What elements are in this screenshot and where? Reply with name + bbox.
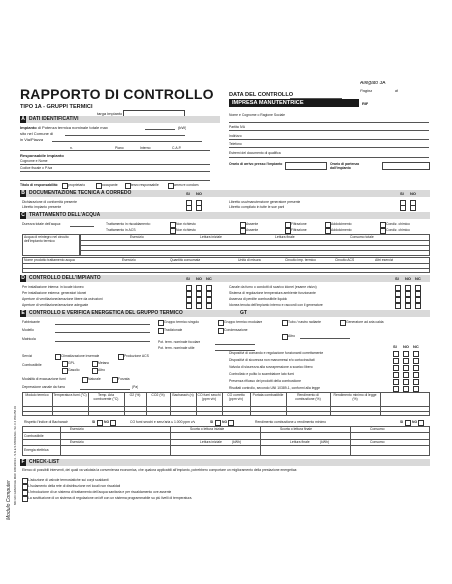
d-nc-header-right: NC [415, 276, 421, 281]
b-no-header: NO [196, 191, 202, 196]
cons-esercizio: Esercizio [70, 427, 84, 431]
b-row-3-no[interactable] [410, 205, 416, 211]
b-si-header-right: SI [400, 191, 404, 196]
durezza-label: Durezza totale dell'acqua: [22, 222, 61, 226]
c-risc-non-richiesto-label: Non richiesto [176, 222, 196, 226]
cons-consumo: Consumo [370, 427, 385, 431]
e-altro2: Altro [98, 368, 105, 372]
impresa-label: IMPRESA MANUTENTRICE [232, 100, 304, 106]
f-row-2: L'isolamento della rete di distribuzione nei locali non riscaldati [28, 484, 121, 488]
e-fabbricante-label: Fabbricante [22, 320, 40, 324]
partita-label: Partita IVA [229, 125, 245, 129]
orario-partenza-label: Orario di partenza dall'impianto [330, 162, 360, 171]
e-metano: Metano [98, 361, 110, 365]
kw-label: (kW) [178, 125, 187, 130]
orario-arrivo-field[interactable] [285, 162, 327, 170]
potenza-text: di Potenza termica nominale totale max [37, 125, 108, 130]
e-condensazione: Condensazione [224, 328, 248, 332]
section-f-title: CHECK-LIST [29, 459, 60, 465]
section-d-header: D CONTROLLO DELL'IMPIANTO [20, 275, 430, 282]
e-no-header: NO [403, 344, 409, 349]
e-acs: Produzione ACS [124, 354, 149, 358]
section-e-title: CONTROLLO E VERIFICA ENERGETICA DEL GRUPPO TERMICO [29, 310, 183, 316]
co-fumi-no: NO [222, 420, 228, 424]
cons-combustibile: Combustibile [24, 434, 44, 438]
section-c-header: C TRATTAMENTO DELL'ACQUA [20, 212, 430, 219]
rispetto-si: SI [92, 420, 96, 424]
e-right-3-no[interactable] [403, 372, 409, 378]
allegato-label: Allegato 3A [360, 81, 386, 86]
e-right-4-nc[interactable] [413, 379, 419, 385]
c-prodotti-altri: Altri esercizi [375, 258, 394, 262]
section-b-header: B DOCUMENTAZIONE TECNICA A CORREDO [20, 190, 430, 197]
orario-partenza-field[interactable] [382, 162, 430, 170]
section-e-header: E CONTROLLO E VERIFICA ENERGETICA DEL GRUPPO TERMICO [20, 310, 430, 317]
e-evacuazione: Modalità di evacuazione fumi [22, 377, 66, 381]
e-gasolio: Gasolio [68, 368, 80, 372]
b-row-1-si[interactable] [186, 205, 192, 211]
orario-arrivo-label: Orario di arrivo presso l'impianto [229, 162, 283, 166]
page-subtitle: TIPO 1A - GRUPPI TERMICI [20, 104, 93, 110]
e-tubo: Tubo / nastro radiante [288, 320, 322, 324]
e-pot-focolare: Pot. term. nominale focolare [158, 340, 201, 344]
section-a-title: DATI IDENTIFICATIVI [29, 116, 79, 122]
c-risc-addolcimento-label: Addolcimento [331, 222, 352, 226]
measurement-header-6: CO fumi secchi (ppm v/v) [197, 393, 221, 402]
side-codes: MN 160 GRAFICHE MAC 18/04/2014 - S.N.E.S.'MODENA • Tel. 0 2 059.258.03 [13, 406, 17, 505]
targa-label: targa impianto [97, 111, 123, 116]
d-right-row-0: Canale da fumo o condotti di scarico idonei (esame visivo) [229, 285, 317, 289]
b-row-3: Libretto compilato in tutte le sue parti [229, 205, 285, 209]
e-pot-utile: Pot. term. nominale utile [158, 346, 195, 350]
c-reintegro-lettura-finale: Lettura finale [275, 235, 295, 239]
d-row-1: Per installazione esterna: generatori idonei [22, 291, 87, 295]
section-c-title: TRATTAMENTO DELL'ACQUA [29, 212, 101, 218]
c-reintegro-esercizio: Esercizio [130, 235, 144, 239]
tratt-risc-label: Trattamento in riscaldamento: [106, 222, 151, 226]
d-row-3-si[interactable] [186, 303, 192, 309]
rif-label: RIF [362, 101, 369, 106]
d-si-header: SI [186, 276, 190, 281]
c-prodotti-unita: Unità di misura [238, 258, 261, 262]
b-si-header: SI [186, 191, 190, 196]
e-matricola-label: Matricola [22, 337, 36, 341]
d-row-3-nc[interactable] [206, 303, 212, 309]
d-nc-header: NC [206, 276, 212, 281]
e-gruppo-modulare: Gruppo termico modulare [224, 320, 263, 324]
e-servizi: Servizi [22, 354, 33, 358]
e-right-3-si[interactable] [393, 372, 399, 378]
cons-kwh-2: (kWh) [320, 440, 330, 444]
side-modulo: Modulo Computer [6, 480, 12, 520]
e-right-1-no[interactable] [403, 358, 409, 364]
e-combustibile: Combustibile [22, 363, 42, 367]
e-right-1-nc[interactable] [413, 358, 419, 364]
c-acs-assente-label: Assente [246, 228, 259, 232]
measurement-header-7: CO corretto (ppm v/v) [227, 393, 245, 402]
c-risc-filtrazione-label: Filtrazione [291, 222, 307, 226]
measurement-header-3: O2 (%) [129, 393, 141, 397]
e-right-2-nc[interactable] [413, 365, 419, 371]
c-prodotti-quantita: Quantità consumata [170, 258, 201, 262]
cap-label: C.A.P. [172, 146, 182, 150]
proprietario-label: proprietario [68, 183, 86, 187]
c-reintegro-lettura-iniziale: Lettura iniziale [200, 235, 222, 239]
e-clima: Climatizzazione invernale [61, 354, 100, 358]
e-right-0-no[interactable] [403, 351, 409, 357]
tratt-acs-label: Trattamento in ACS: [106, 228, 137, 232]
cons-scorta-finale: Scorta o lettura finale [280, 427, 313, 431]
measurement-header-9: Rendimento di combustione (%) [295, 393, 321, 402]
e-modello-label: Modello [22, 328, 34, 332]
e-generatore-aria: Generatore ad aria calda [346, 320, 384, 324]
impianto-word: Impianto [20, 125, 37, 130]
c-risc-assente-label: Assente [246, 222, 259, 226]
d-right-row-1: Sistema di regolazione temperatura ambiente funzionante [229, 291, 316, 295]
section-f-header: F CHECK-LIST [20, 459, 430, 466]
e-forzata: Forzata [118, 377, 130, 381]
telefono-label: Telefono [229, 142, 242, 146]
b-row-3-si[interactable] [400, 205, 406, 211]
interno-label: Interno [140, 146, 151, 150]
e-altro: Altro [288, 334, 295, 338]
f-row-1: L'adozione di valvole termostatiche sui corpi scaldanti [28, 478, 109, 482]
measurement-header-1: Temperatura fumi (°C) [53, 393, 87, 397]
e-tradizionale: Tradizionale [164, 328, 183, 332]
e-right-0-nc[interactable] [413, 351, 419, 357]
piano-label: Piano [115, 146, 124, 150]
n-label: n. [70, 146, 73, 150]
f-intro: Elenco di possibili interventi, dei quali va valutata la convenienza economica, che qualora applicabili all'impianto, potrebbero comportare un miglioramento della prestazione energetica: [22, 468, 298, 472]
cons-energia: Energia elettrica [24, 448, 49, 452]
b-row-1: Libretto impianto presente [22, 205, 62, 209]
c-acs-condiz-label: Condiz. chimico [386, 228, 410, 232]
section-d-title: CONTROLLO DELL'IMPIANTO [29, 275, 101, 281]
b-row-2: Libretto uso/manutenzione generatore presente [229, 200, 301, 204]
titolo-label: Titolo di responsabilità: [20, 183, 59, 187]
responsabile-label: Responsabile impianto [20, 153, 64, 158]
c-reintegro-consumo: Consumo totale [350, 235, 374, 239]
e-nc-header: NC [413, 344, 419, 349]
c-prodotti-esercizio: Esercizio [122, 258, 136, 262]
e-right-2-si[interactable] [393, 365, 399, 371]
e-right-2-no[interactable] [403, 365, 409, 371]
e-pa: (Pa) [132, 385, 139, 389]
c-prodotti-circuito-imp: Circuito imp. termico [285, 258, 316, 262]
e-gruppo-singolo: Gruppo termico singolo [164, 320, 200, 324]
c-risc-condiz-label: Condiz. chimico [386, 222, 410, 226]
c-acs-filtrazione-label: Filtrazione [291, 228, 307, 232]
terzo-label: terzo responsabile [131, 183, 159, 187]
e-right-4: Presenza riflusso dei prodotti della combustione [229, 379, 301, 383]
d-row-2: Aperture di ventilazione/aerazione libere da ostruzioni [22, 297, 103, 301]
e-right-3: Controllato e pulito lo scambiatore lato fumi [229, 372, 295, 376]
rend-comb-no: NO [412, 420, 418, 424]
rispetto-label: Rispetto l'indice di Bacharach [24, 420, 69, 424]
cons-esercizio-2: Esercizio [70, 440, 84, 444]
d-row-3: Aperture di ventilazione/aerazione adeguate [22, 303, 89, 307]
f-row-4: La sostituzione di un sistema di regolazione on/off con un sistema programmabile su più livelli di temperatura. [28, 496, 193, 500]
d-si-header-right: SI [395, 276, 399, 281]
d-right-row-3-nc[interactable] [415, 303, 421, 309]
c-acs-non-richiesto-label: Non richiesto [176, 228, 196, 232]
measurement-header-10: Rendimento minimo di legge (%) [333, 393, 377, 402]
rend-comb-si: SI [400, 420, 404, 424]
indirizzo-label: Indirizzo [229, 134, 242, 138]
page-title: RAPPORTO DI CONTROLLO [20, 86, 214, 102]
e-depressione: Depressione canale da fumo [22, 385, 66, 389]
section-b-title: DOCUMENTAZIONE TECNICA A CORREDO [29, 190, 132, 196]
cons-lettura-iniziale: Lettura iniziale [200, 440, 222, 444]
e-right-5: Risultati controllo, secondo UNI 10389-1, conformi alla legge [229, 386, 321, 390]
e-si-header: SI [393, 344, 397, 349]
measurement-header-2: Temp. Aria comburente (°C) [93, 393, 119, 402]
measurement-header-4: CO2 (%) [151, 393, 165, 397]
e-right-2: Valvola di sicurezza alla sovrapressione a scarico libero [229, 365, 313, 369]
d-row-3-no[interactable] [196, 303, 202, 309]
cons-scorta-iniziale: Scorta o lettura iniziale [190, 427, 225, 431]
d-right-row-2: Assenza di perdite combustibile liquido [229, 297, 288, 301]
co-fumi-label: CO fumi secchi e senz'aria ≤ 1.000 ppm v/v [130, 420, 196, 424]
e-right-4-si[interactable] [393, 379, 399, 385]
codice-label: Codice fiscale o P.Iva [20, 166, 53, 170]
e-right-3-nc[interactable] [413, 372, 419, 378]
c-prodotti-circuito-acs: Circuito ACS [335, 258, 355, 262]
c-acs-addolcimento-label: Addolcimento [331, 228, 352, 232]
cognome-label: Cognome e Nome [20, 159, 48, 163]
sito-label: sito nel Comune di [20, 131, 54, 136]
measurement-header-8: Portata combustibile [252, 393, 284, 397]
cons-lettura-finale: Lettura finale [290, 440, 310, 444]
co-fumi-si: SI [210, 420, 214, 424]
b-row-0: Dichiarazione di conformità presente [22, 200, 78, 204]
data-controllo-label: DATA DEL CONTROLLO [229, 92, 294, 98]
c-prodotti-label: Nome prodotto trattamento acqua [24, 258, 75, 262]
rispetto-no: NO [104, 420, 110, 424]
impianto-label [20, 125, 108, 130]
d-right-row-3-no[interactable] [405, 303, 411, 309]
d-no-header-right: NO [405, 276, 411, 281]
cons-kwh-1: (kWh) [232, 440, 242, 444]
e-right-1-si[interactable] [393, 358, 399, 364]
d-right-row-3: Idonea tenuta dell'impianto interno e raccordi con il generatore [229, 303, 323, 307]
d-no-header: NO [196, 276, 202, 281]
estremi-label: Estremi del documento di qualifica [229, 151, 281, 155]
b-no-header-right: NO [410, 191, 416, 196]
section-a-header: A DATI IDENTIFICATIVI [20, 116, 220, 123]
e-gpl: GPL [68, 361, 75, 365]
amm-label: amm.re condom. [174, 183, 200, 187]
cons-consumo-2: Consumo [370, 440, 385, 444]
b-row-1-no[interactable] [196, 205, 202, 211]
measurement-header-0: Modulo termico [25, 393, 49, 397]
d-row-0: Per installazione interna: in locale idoneo [22, 285, 84, 289]
e-gt-label: GT [240, 310, 247, 316]
e-right-1: Dispositivi di sicurezza non manomessi e/o cortocircuitati [229, 358, 315, 362]
f-row-3: L'introduzione di un sistema di trattamento dell'acqua sanitaria e per riscaldamento ove assente [28, 490, 172, 494]
di-label: di [395, 88, 399, 93]
pagina-label: Pagina [360, 88, 373, 93]
rend-comb-label: Rendimento combustione ≥ rendimento minimo [255, 420, 327, 424]
e-right-0-si[interactable] [393, 351, 399, 357]
impresa-nome-label: Nome e Cognome o Ragione Sociale [229, 113, 285, 117]
occupante-label: occupante [102, 183, 118, 187]
e-naturale: Naturale [88, 377, 101, 381]
e-right-4-no[interactable] [403, 379, 409, 385]
e-right-0: Dispositivi di comando e regolazione funzionanti correttamente [229, 351, 324, 355]
c-reintegro-label: Acqua di reintegro nel circuito dell'impianto termico [24, 235, 69, 244]
measurement-header-5: Bacharach (n) [172, 393, 194, 397]
via-label: in Via/Piazza [20, 137, 44, 142]
d-right-row-3-si[interactable] [395, 303, 401, 309]
